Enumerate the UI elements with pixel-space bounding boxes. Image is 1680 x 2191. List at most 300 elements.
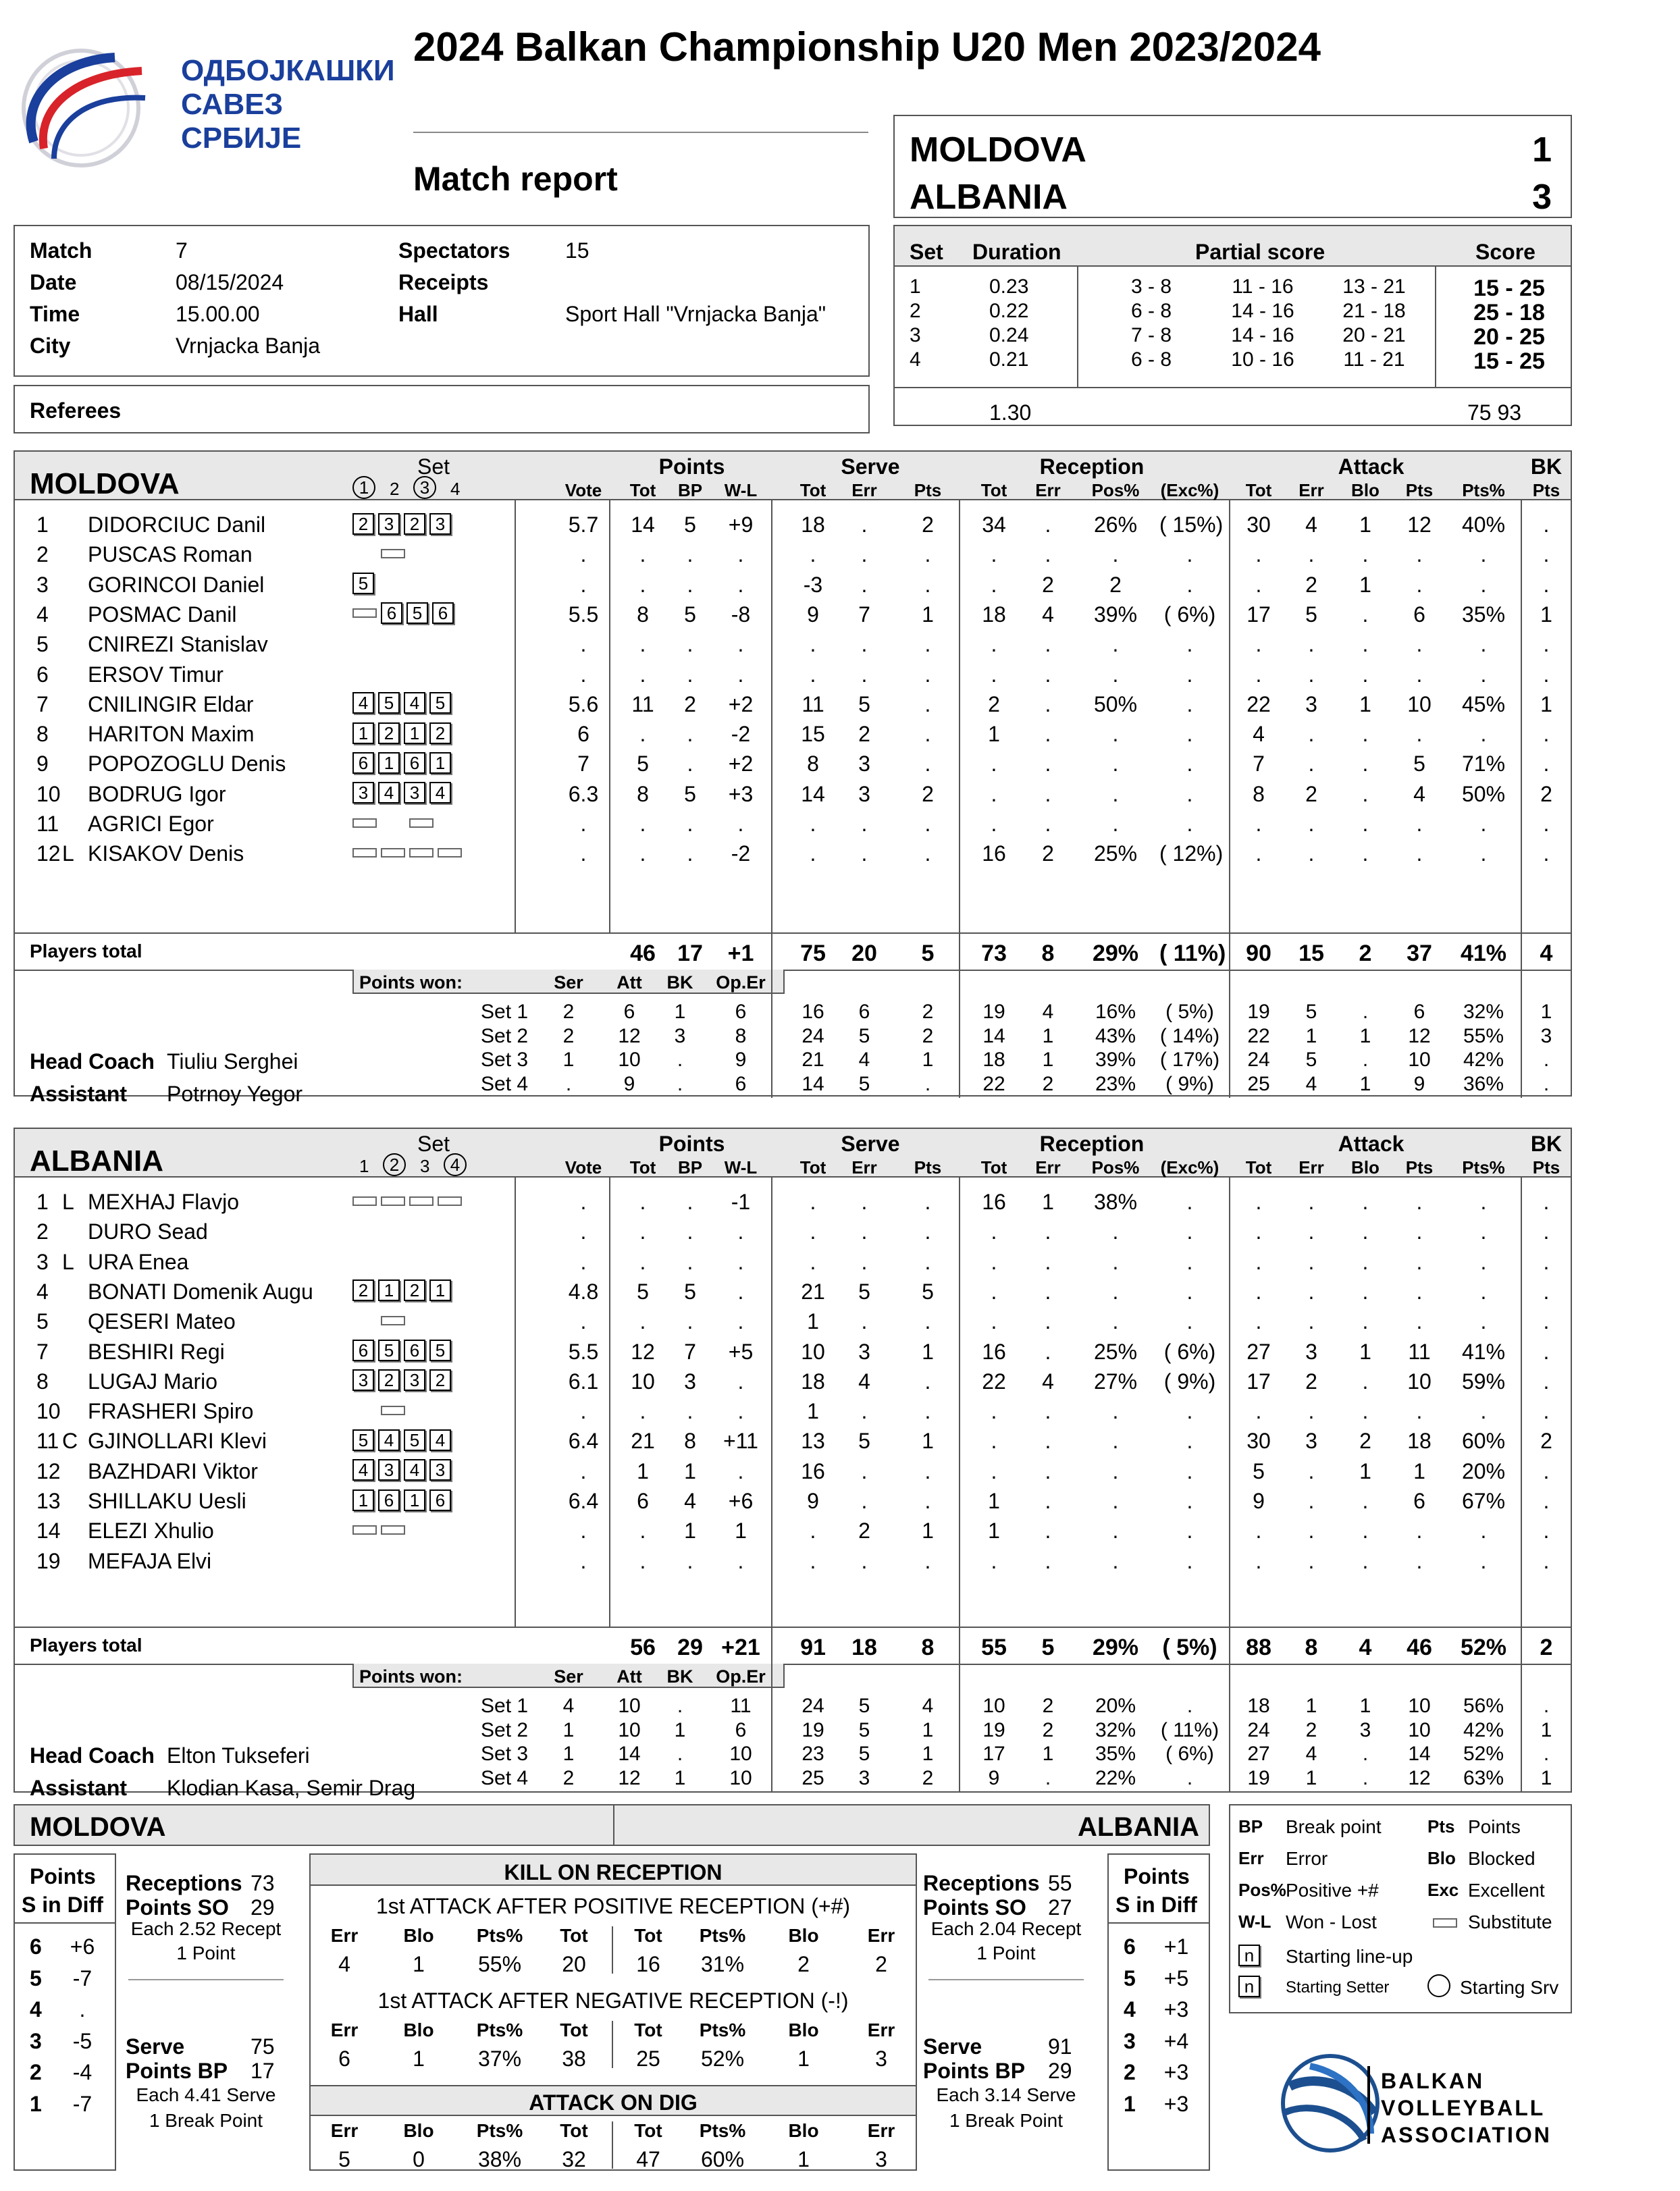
player-number: 4 <box>36 602 49 627</box>
col-header: Err <box>1035 1157 1061 1178</box>
rotation-diff: +4 <box>1163 2028 1189 2053</box>
total-cell: ( 11%) <box>1159 941 1226 966</box>
stat-cell: 5.5 <box>568 1339 599 1364</box>
stat-cell: . <box>1543 1458 1550 1483</box>
bva-logo <box>1263 2046 1398 2161</box>
stat-cell: 1 <box>1042 1190 1054 1214</box>
set-stat: 17 <box>982 1743 1005 1765</box>
player-number: 3 <box>36 1249 49 1274</box>
stat-cell: 14 <box>631 512 655 537</box>
set-stat: 1 <box>1540 1718 1552 1741</box>
stat-cell: . <box>991 542 997 567</box>
stat-cell: . <box>810 1249 816 1274</box>
set-stat: 19 <box>982 1718 1005 1741</box>
attack-value: 16 <box>636 1952 660 1976</box>
assistant-name: Klodian Kasa, Semir Drag <box>167 1776 416 1800</box>
stat-cell: . <box>1543 662 1550 687</box>
stat-cell: . <box>1308 1249 1315 1274</box>
attack-col-header: Err <box>330 2120 359 2141</box>
stat-cell: 4 <box>684 1489 696 1513</box>
set-duration: 0.22 <box>989 300 1029 322</box>
set-score: 15 - 25 <box>1473 348 1545 374</box>
stat-cell: 4 <box>858 1369 870 1394</box>
player-set-lineup <box>352 1398 466 1419</box>
points-bp-label: Points BP <box>126 2059 228 2083</box>
stat-cell: . <box>1045 512 1051 537</box>
set-stat: 24 <box>1247 1049 1270 1071</box>
points-so-value: 27 <box>1048 1895 1072 1920</box>
stat-cell: 12 <box>631 1339 655 1364</box>
set-stat: . <box>1543 1743 1550 1765</box>
home-sets-won: 1 <box>1532 130 1552 169</box>
stat-cell: . <box>810 812 816 836</box>
stat-cell: . <box>1186 1399 1193 1424</box>
stat-cell: 5 <box>1253 1458 1265 1483</box>
starting-position-marker: 3 <box>352 1369 374 1391</box>
sets-table <box>893 225 1572 426</box>
player-name: LUGAJ Mario <box>88 1369 218 1394</box>
stat-cell: . <box>810 1190 816 1214</box>
legend-key: Pts <box>1427 1816 1455 1837</box>
stat-cell: . <box>991 632 997 657</box>
stat-cell: . <box>1308 812 1315 836</box>
col-header: (Exc%) <box>1160 1157 1219 1178</box>
result-box <box>893 115 1572 218</box>
player-role: L <box>62 1190 74 1214</box>
starting-setter-marker: n <box>1238 1976 1260 1997</box>
player-number: 8 <box>36 1369 49 1394</box>
stat-cell: . <box>687 632 693 657</box>
stat-cell: . <box>1186 1429 1193 1454</box>
set-label: Set 3 <box>481 1049 529 1071</box>
set-header: Set <box>417 1132 450 1156</box>
points-won-col: BK <box>666 1666 693 1687</box>
set-number: 2 <box>910 300 921 322</box>
set-stat: 63% <box>1463 1766 1504 1789</box>
starting-position-marker: 2 <box>378 722 400 744</box>
stat-cell: 45% <box>1461 691 1506 716</box>
stat-cell: . <box>924 632 931 657</box>
attack-value: 1 <box>797 2047 810 2071</box>
group-header: Points <box>658 454 725 479</box>
col-header: Pos% <box>1091 1157 1140 1178</box>
stat-cell: ( 9%) <box>1163 1369 1216 1394</box>
stat-cell: . <box>639 572 646 597</box>
total-cell: 37 <box>1407 941 1432 966</box>
date-label: Date <box>30 270 77 294</box>
stat-cell: 25% <box>1093 1339 1138 1364</box>
col-header: Pts% <box>1462 480 1505 500</box>
total-cell: 4 <box>1540 941 1553 966</box>
stat-cell: . <box>1362 781 1369 806</box>
set-stat: . <box>565 1072 572 1095</box>
stat-cell: 11 <box>631 691 654 716</box>
set-stat: 20% <box>1095 1695 1136 1717</box>
stat-cell: . <box>861 572 868 597</box>
set-stat: 1 <box>1042 1024 1054 1047</box>
starting-position-marker: 3 <box>429 1459 451 1481</box>
player-number: 12 <box>36 1458 61 1483</box>
set-stat: 16 <box>802 1001 824 1023</box>
starting-server-marker <box>1427 1974 1450 1997</box>
legend-starting-server: Starting Srv <box>1460 1977 1559 1998</box>
stat-cell: 30 <box>1246 512 1271 537</box>
stat-cell: . <box>1112 662 1119 687</box>
set-stat: 32% <box>1463 1001 1504 1023</box>
legend-key: BP <box>1238 1816 1263 1837</box>
stat-cell: . <box>1255 1279 1262 1304</box>
stat-cell: . <box>1308 751 1315 776</box>
stat-cell: . <box>1308 632 1315 657</box>
stat-cell: 4 <box>1413 781 1425 806</box>
match-number: 7 <box>176 238 188 263</box>
set-stat: 19 <box>982 1001 1005 1023</box>
stat-cell: . <box>1362 632 1369 657</box>
rotation-number: 1 <box>1124 2091 1136 2116</box>
substitute-marker <box>352 608 377 618</box>
stat-cell: . <box>639 1399 646 1424</box>
kill-title: KILL ON RECEPTION <box>504 1860 723 1884</box>
stat-cell: . <box>1308 1190 1315 1214</box>
legend-desc: Error <box>1286 1848 1328 1869</box>
stat-cell: 4 <box>1253 722 1265 747</box>
stat-cell: . <box>1480 722 1487 747</box>
player-name: POPOZOGLU Denis <box>88 751 286 776</box>
stat-cell: . <box>1543 1369 1550 1394</box>
set-stat: 1 <box>1042 1049 1054 1071</box>
stat-cell: 5 <box>858 1279 870 1304</box>
attack-col-header: Blo <box>403 1925 434 1946</box>
col-header: (Exc%) <box>1160 480 1219 500</box>
match-report-title: Match report <box>413 160 618 198</box>
rotation-diff: +5 <box>1163 1965 1189 1990</box>
stat-cell: . <box>991 572 997 597</box>
bottom-home-name: MOLDOVA <box>30 1812 166 1842</box>
set-stat: . <box>1543 1072 1550 1095</box>
partial-score: 13 - 21 <box>1342 275 1406 298</box>
rotation-diff: . <box>79 1997 86 2022</box>
total-cell: 55 <box>981 1635 1007 1660</box>
partial-score: 20 - 21 <box>1342 324 1406 346</box>
stat-cell: . <box>1186 1489 1193 1513</box>
player-role: L <box>62 841 74 866</box>
set-stat: 4 <box>1305 1743 1317 1765</box>
attack-col-header: Pts% <box>476 2020 523 2040</box>
stat-cell: 3 <box>858 781 870 806</box>
substitute-marker <box>352 848 377 857</box>
player-name: BODRUG Igor <box>88 781 226 806</box>
stat-cell: 21 <box>801 1279 825 1304</box>
substitute-marker <box>409 818 434 828</box>
player-name: BESHIRI Regi <box>88 1339 225 1364</box>
attack-value: 1 <box>413 1952 425 1976</box>
set-stat: ( 5%) <box>1165 1001 1214 1023</box>
set-stat: ( 9%) <box>1165 1072 1214 1095</box>
stat-cell: . <box>1480 1190 1487 1214</box>
set-stat: 24 <box>1247 1718 1270 1741</box>
spectators-value: 15 <box>565 238 589 263</box>
home-reception-summary <box>122 1853 290 2171</box>
group-header: Serve <box>841 1132 900 1156</box>
stat-cell: +2 <box>728 691 754 716</box>
stat-cell: 2 <box>1540 781 1552 806</box>
player-set-lineup <box>352 1188 466 1210</box>
stat-cell: . <box>1416 662 1423 687</box>
stat-cell: . <box>1186 781 1193 806</box>
stat-cell: 8 <box>1253 781 1265 806</box>
stat-cell: . <box>580 1219 587 1244</box>
set-stat: 12 <box>1408 1024 1431 1047</box>
col-header: Blo <box>1351 1157 1380 1178</box>
stat-cell: 2 <box>988 691 1000 716</box>
stat-cell: . <box>1362 1399 1369 1424</box>
stat-cell: 10 <box>1407 1369 1432 1394</box>
stat-cell: . <box>639 812 646 836</box>
stat-cell: . <box>687 1548 693 1573</box>
player-name: SHILLAKU Uesli <box>88 1489 246 1513</box>
player-number: 10 <box>36 781 61 806</box>
set-stat: 1 <box>1305 1766 1317 1789</box>
set-stat: 4 <box>922 1695 934 1717</box>
stat-cell: 4 <box>1042 602 1054 627</box>
set-stat: 19 <box>1247 1766 1270 1789</box>
substitute-marker <box>381 549 405 558</box>
set-stat: 1 <box>922 1718 934 1741</box>
away-team-title: ALBANIA <box>30 1144 163 1178</box>
stat-cell: 5 <box>637 1279 649 1304</box>
set-marker: 3 <box>413 476 436 499</box>
set-stat: 10 <box>618 1049 641 1071</box>
stat-cell: . <box>1480 1519 1487 1543</box>
stat-cell: . <box>1416 1219 1423 1244</box>
group-header: BK <box>1530 454 1563 479</box>
set-duration: 0.23 <box>989 275 1029 298</box>
attack-col-header: Blo <box>788 1925 819 1946</box>
stat-cell: . <box>1416 632 1423 657</box>
starting-position-marker: 1 <box>429 1279 451 1301</box>
stat-cell: . <box>687 841 693 866</box>
stat-cell: . <box>1112 781 1119 806</box>
set-stat: 10 <box>618 1695 641 1717</box>
starting-position-marker: 6 <box>381 602 402 624</box>
stat-cell: . <box>861 841 868 866</box>
stat-cell: . <box>1362 1219 1369 1244</box>
legend-key: Err <box>1238 1848 1264 1868</box>
player-name: BAZHDARI Viktor <box>88 1458 258 1483</box>
attack-col-header: Blo <box>788 2020 819 2040</box>
stat-cell: . <box>924 722 931 747</box>
stat-cell: 1 <box>1359 1339 1371 1364</box>
set-stat: 22 <box>982 1072 1005 1095</box>
starting-position-marker: 1 <box>378 1279 400 1301</box>
col-header: Pts% <box>1462 1157 1505 1178</box>
player-set-lineup <box>352 1308 466 1329</box>
federation-name: ОДБОЈКАШКИ САВЕЗ СРБИЈЕ <box>181 54 395 155</box>
points-won-col: Ser <box>554 972 583 993</box>
stat-cell: . <box>924 841 931 866</box>
set-stat: 2 <box>1305 1718 1317 1741</box>
player-set-lineup <box>352 511 455 535</box>
stat-cell: . <box>1112 812 1119 836</box>
partial-col-header: Partial score <box>1195 240 1325 264</box>
total-cell: 29% <box>1092 1635 1139 1660</box>
stat-cell: 7 <box>684 1339 696 1364</box>
stat-cell: . <box>1543 1399 1550 1424</box>
set-stat: 1 <box>1540 1001 1552 1023</box>
set-stat: 35% <box>1095 1743 1136 1765</box>
player-set-lineup <box>352 1368 455 1392</box>
stat-cell: . <box>1255 1309 1262 1334</box>
stat-cell: . <box>1543 722 1550 747</box>
stat-cell: . <box>1362 751 1369 776</box>
stat-cell: . <box>991 1249 997 1274</box>
stat-cell: 8 <box>807 751 819 776</box>
col-header: Pos% <box>1091 480 1140 500</box>
stat-cell: 5.7 <box>568 512 599 537</box>
starting-position-marker: 6 <box>404 752 425 774</box>
stat-cell: . <box>1045 1309 1051 1334</box>
set-stat: 10 <box>982 1695 1005 1717</box>
stat-cell: 8 <box>637 602 649 627</box>
stat-cell: 16 <box>801 1458 825 1483</box>
match-city: Vrnjacka Banja <box>176 334 321 358</box>
stat-cell: . <box>1480 662 1487 687</box>
stat-cell: 16 <box>982 1190 1006 1214</box>
set-duration: 0.24 <box>989 324 1029 346</box>
stat-cell: . <box>1045 1519 1051 1543</box>
stat-cell: 5 <box>637 751 649 776</box>
attack-value: 3 <box>875 2147 887 2171</box>
starting-position-marker: 6 <box>429 1489 451 1511</box>
legend-desc: Positive +# <box>1286 1880 1379 1901</box>
stat-cell: . <box>1112 1399 1119 1424</box>
stat-cell: . <box>1045 1279 1051 1304</box>
stat-cell: 5 <box>684 1279 696 1304</box>
stat-cell: . <box>1543 1279 1550 1304</box>
stat-cell: . <box>580 1458 587 1483</box>
stat-cell: +2 <box>728 751 754 776</box>
set-score: 20 - 25 <box>1473 324 1545 350</box>
stat-cell: . <box>924 1458 931 1483</box>
stat-cell: . <box>1255 1249 1262 1274</box>
attack-col-header: Tot <box>634 1925 662 1946</box>
col-header: Err <box>851 1157 877 1178</box>
col-header: Pts <box>914 480 942 500</box>
player-number: 19 <box>36 1548 61 1573</box>
stat-cell: . <box>1112 1519 1119 1543</box>
starting-position-marker: 3 <box>404 782 425 803</box>
points-won-col: Op.Er <box>716 1666 766 1687</box>
col-header: Err <box>1298 480 1324 500</box>
set-stat: 9 <box>988 1766 1000 1789</box>
stat-cell: 5.5 <box>568 602 599 627</box>
set-label: Set 1 <box>481 1695 529 1717</box>
set-stat: 42% <box>1463 1718 1504 1741</box>
starting-position-marker: 3 <box>352 782 374 803</box>
player-number: 11 <box>36 812 59 836</box>
col-header: Tot <box>799 1157 826 1178</box>
set-stat: 6 <box>735 1001 747 1023</box>
stat-cell: . <box>737 1249 744 1274</box>
stat-cell: . <box>1186 572 1193 597</box>
partial-score: 14 - 16 <box>1231 300 1294 322</box>
stat-cell: . <box>991 1309 997 1334</box>
set-duration: 0.21 <box>989 348 1029 371</box>
set-stat: . <box>1186 1695 1193 1717</box>
starting-position-marker: 2 <box>429 1369 451 1391</box>
stat-cell: 7 <box>577 751 589 776</box>
attack-section-title: 1st ATTACK AFTER POSITIVE RECEPTION (+#) <box>375 1894 851 1918</box>
stat-cell: . <box>1416 1519 1423 1543</box>
total-cell: +1 <box>727 941 754 966</box>
rotation-number: 5 <box>30 1965 42 1990</box>
stat-cell: . <box>1045 751 1051 776</box>
set-stat: 11 <box>730 1695 752 1717</box>
set-stat: . <box>1362 1766 1369 1789</box>
points-won-label: Points won: <box>359 972 463 993</box>
stat-cell: 18 <box>1407 1429 1432 1454</box>
stat-cell: . <box>1308 662 1315 687</box>
set-number: 3 <box>910 324 921 346</box>
match-time: 15.00.00 <box>176 302 260 326</box>
stat-cell: . <box>1112 1489 1119 1513</box>
set-label: Set 4 <box>481 1766 529 1789</box>
home-team-stats <box>14 450 1572 1106</box>
col-header: Pts <box>1532 480 1560 500</box>
set-stat: 24 <box>802 1024 824 1047</box>
set-stat: 5 <box>858 1695 870 1717</box>
set-stat: 56% <box>1463 1695 1504 1717</box>
stat-cell: . <box>1255 662 1262 687</box>
set-stat: ( 11%) <box>1160 1718 1219 1741</box>
player-name: CNILINGIR Eldar <box>88 691 254 716</box>
total-cell: 90 <box>1246 941 1271 966</box>
stat-cell: 22 <box>1246 691 1271 716</box>
stat-cell: . <box>1416 1279 1423 1304</box>
set-stat: 22% <box>1095 1766 1136 1789</box>
points-so-label: Points SO <box>923 1895 1026 1920</box>
substitute-marker <box>352 1196 377 1206</box>
match-label: Match <box>30 238 93 263</box>
set-stat: 1 <box>674 1001 686 1023</box>
starting-position-marker: 4 <box>429 1429 451 1451</box>
title-rule <box>413 132 868 133</box>
stat-cell: . <box>737 632 744 657</box>
player-number: 1 <box>36 512 49 537</box>
stat-cell: 4.8 <box>568 1279 599 1304</box>
stat-cell: 27 <box>1246 1339 1271 1364</box>
points-won-col: Ser <box>554 1666 583 1687</box>
legend-key: Blo <box>1427 1848 1456 1868</box>
set-stat: . <box>1045 1766 1051 1789</box>
stat-cell: . <box>1186 812 1193 836</box>
player-set-lineup <box>352 720 455 744</box>
points-won-col: BK <box>666 972 693 993</box>
legend-key: Exc <box>1427 1880 1459 1900</box>
group-header: Serve <box>841 454 900 479</box>
total-points: 75 93 <box>1467 400 1522 425</box>
stat-cell: -2 <box>731 841 751 866</box>
player-name: PUSCAS Roman <box>88 542 253 567</box>
stat-cell: . <box>1308 1458 1315 1483</box>
stat-cell: 26% <box>1093 512 1138 537</box>
stat-cell: . <box>1112 542 1119 567</box>
stat-cell: 8 <box>637 781 649 806</box>
serve-label: Serve <box>126 2034 185 2059</box>
stat-cell: . <box>1308 841 1315 866</box>
total-cell: 8 <box>1305 1635 1318 1660</box>
stat-cell: +9 <box>728 512 754 537</box>
